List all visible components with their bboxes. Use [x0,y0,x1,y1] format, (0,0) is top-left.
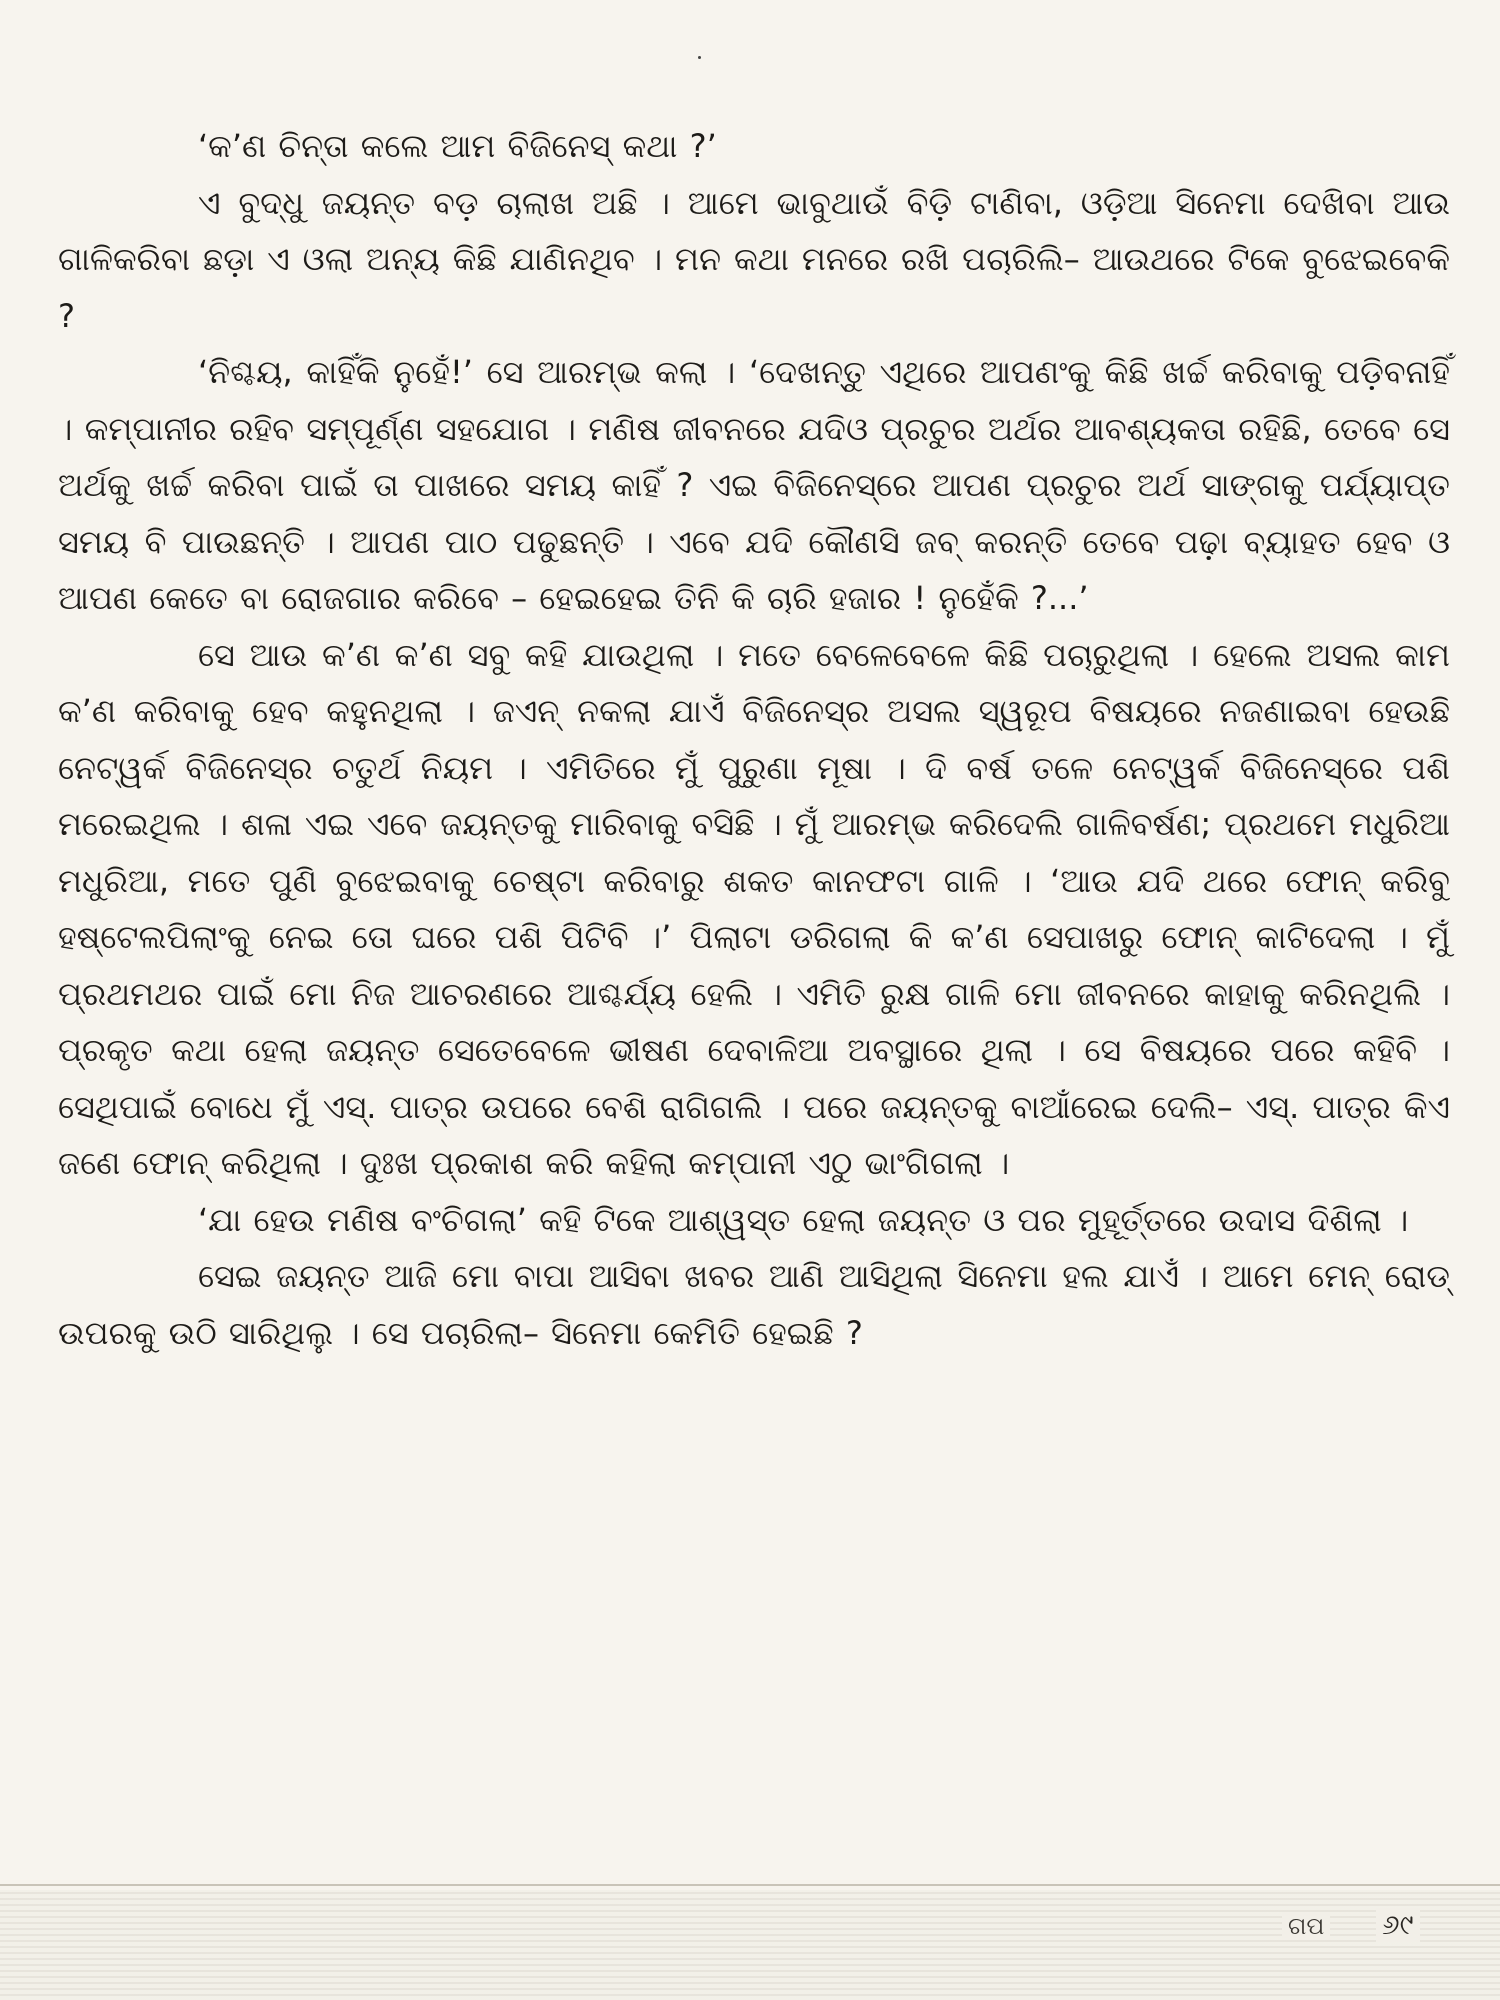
paragraph-6: ସେଇ ଜୟନ୍ତ ଆଜି ମୋ ବାପା ଆସିବା ଖବର ଆଣି ଆସିଥିଲା ସିନେମା ହଲ ଯାଏଁ । ଆମେ ମେନ୍ ରୋଡ୍ ଉପରକୁ ଉଠି ସାରିଥିଲୁ । ସେ ପଚାରିଲା– ସିନେମା କେମିତି ହେଇଛି ? [58,1257,1450,1352]
page-number: ୬୯ [1376,1908,1420,1942]
paragraph-5: ‘ଯା ହେଉ ମଣିଷ ବଂଚିଗଲା’ କହି ଟିକେ ଆଶ୍ୱସ୍ତ ହେଲା ଜୟନ୍ତ ଓ ପର ମୁହୂର୍ତ୍ତରେ ଉଦାସ ଦିଶିଲା । [198,1200,1409,1239]
running-head: ଗପ [1282,1912,1330,1940]
footer-rule [0,1884,1500,1886]
paragraph-2: ଏ ବୁଦ୍ଧୁ ଜୟନ୍ତ ବଡ଼ ଚାଲାଖ ଅଛି । ଆମେ ଭାବୁଥାଉଁ ବିଡ଼ି ଟାଣିବା, ଓଡ଼ିଆ ସିନେମା ଦେଖିବା ଆଉ ଗାଳିକରିବା ଛଡ଼ା ଏ ଓଲା ଅନ୍ୟ କିଛି ଯାଣିନଥିବ । ମନ କଥା ମନରେ ରଖି ପଚାରିଲି– ଆଉଥରେ ଟିକେ ବୁଝେଇବେକି ? [58,183,1450,335]
body-text [58,118,1450,1361]
paragraph-1: ‘କ’ଣ ଚିନ୍ତା କଲେ ଆମ ବିଜିନେସ୍ କଥା ?’ [198,127,717,165]
paragraph-3: ‘ନିଶ୍ଚୟ, କାହିଁକି ନୁହେଁ!’ ସେ ଆରମ୍ଭ କଲା । ‘ଦେଖନ୍ତୁ ଏଥିରେ ଆପଣଂକୁ କିଛି ଖର୍ଚ୍ଚ କରିବାକୁ ପଡ଼ିବନାହିଁ । କମ୍ପାନୀର ରହିବ ସମ୍ପୂର୍ଣ୍ଣ ସହଯୋଗ । ମଣିଷ ଜୀବନରେ ଯଦିଓ ପ୍ରଚୁର ଅର୍ଥର ଆବଶ୍ୟକତା ରହିଛି, ତେବେ ସେ ଅର୍ଥକୁ ଖର୍ଚ୍ଚ କରିବା ପାଇଁ ତା ପାଖରେ ସମୟ କାହିଁ ? ଏଇ ବିଜିନେସ୍‌ରେ ଆପଣ ପ୍ରଚୁର ଅର୍ଥ ସାଙ୍ଗକୁ ପର୍ଯ୍ୟାପ୍ତ ସମୟ ବି ପାଉଛନ୍ତି । ଆପଣ ପାଠ ପଢୁଛନ୍ତି । ଏବେ ଯଦି କୌଣସି ଜବ୍ କରନ୍ତି ତେବେ ପଢ଼ା ବ୍ୟାହତ ହେବ ଓ ଆପଣ କେତେ ବା ରୋଜଗାର କରିବେ – ହେଇହେଇ ତିନି କି ଚାରି ହଜାର ! ନୁହେଁକି ?...’ [58,353,1450,617]
footer-pattern [0,1890,1500,2000]
paragraph-4: ସେ ଆଉ କ’ଣ କ’ଣ ସବୁ କହି ଯାଉଥିଲା । ମତେ ବେଳେବେଳେ କିଛି ପଚାରୁଥିଲା । ହେଲେ ଅସଲ କାମ କ’ଣ କରିବାକୁ ହେବ କହୁନଥିଲା । ଜଏନ୍ ନକଲା ଯାଏଁ ବିଜିନେସ୍‌ର ଅସଲ ସ୍ୱରୂପ ବିଷୟରେ ନଜଣାଇବା ହେଉଛି ନେଟ୍‌ୱର୍କ ବିଜିନେସ୍‌ର ଚତୁର୍ଥ ନିୟମ । ଏମିତିରେ ମୁଁ ପୁରୁଣା ମୂଷା । ଦି ବର୍ଷ ତଳେ ନେଟ୍‌ୱର୍କ ବିଜିନେସ୍‌ରେ ପଶି ମରେଇଥିଲ । ଶଳା ଏଇ ଏବେ ଜୟନ୍ତକୁ ମାରିବାକୁ ବସିଛି । ମୁଁ ଆରମ୍ଭ କରିଦେଲି ଗାଳିବର୍ଷଣ; ପ୍ରଥମେ ମଧୁରିଆ ମଧୁରିଆ, ମତେ ପୁଣି ବୁଝେଇବାକୁ ଚେଷ୍ଟା କରିବାରୁ ଶକତ କାନଫଟା ଗାଳି । ‘ଆଉ ଯଦି ଥରେ ଫୋନ୍ କରିବୁ ହଷ୍ଟେଲପିଲାଂକୁ ନେଇ ତୋ ଘରେ ପଶି ପିଟିବି ।’ ପିଲାଟା ଡରିଗଲା କି କ’ଣ ସେପାଖରୁ ଫୋନ୍ କାଟିଦେଲା । ମୁଁ ପ୍ରଥମଥର ପାଇଁ ମୋ ନିଜ ଆଚରଣରେ ଆଶ୍ଚର୍ଯ୍ୟ ହେଲି । ଏମିତି ରୁକ୍ଷ ଗାଳି ମୋ ଜୀବନରେ କାହାକୁ କରିନଥିଲି । ପ୍ରକୃତ କଥା ହେଲା ଜୟନ୍ତ ସେତେବେଳେ ଭୀଷଣ ଦେବାଳିଆ ଅବସ୍ଥାରେ ଥିଲା । ସେ ବିଷୟରେ ପରେ କହିବି । ସେଥିପାଇଁ ବୋଧେ ମୁଁ ଏସ୍. ପାତ୍ର ଉପରେ ବେଶି ରାଗିଗଲି । ପରେ ଜୟନ୍ତକୁ ବାଆଁରେଇ ଦେଲି– ଏସ୍. ପାତ୍ର କିଏ ଜଣେ ଫୋନ୍ କରିଥିଲା । ଦୁଃଖ ପ୍ରକାଶ କରି କହିଲା କମ୍ପାନୀ ଏଠୁ ଭାଂଗିଗଲା । [58,635,1450,1182]
print-speck [698,56,701,59]
